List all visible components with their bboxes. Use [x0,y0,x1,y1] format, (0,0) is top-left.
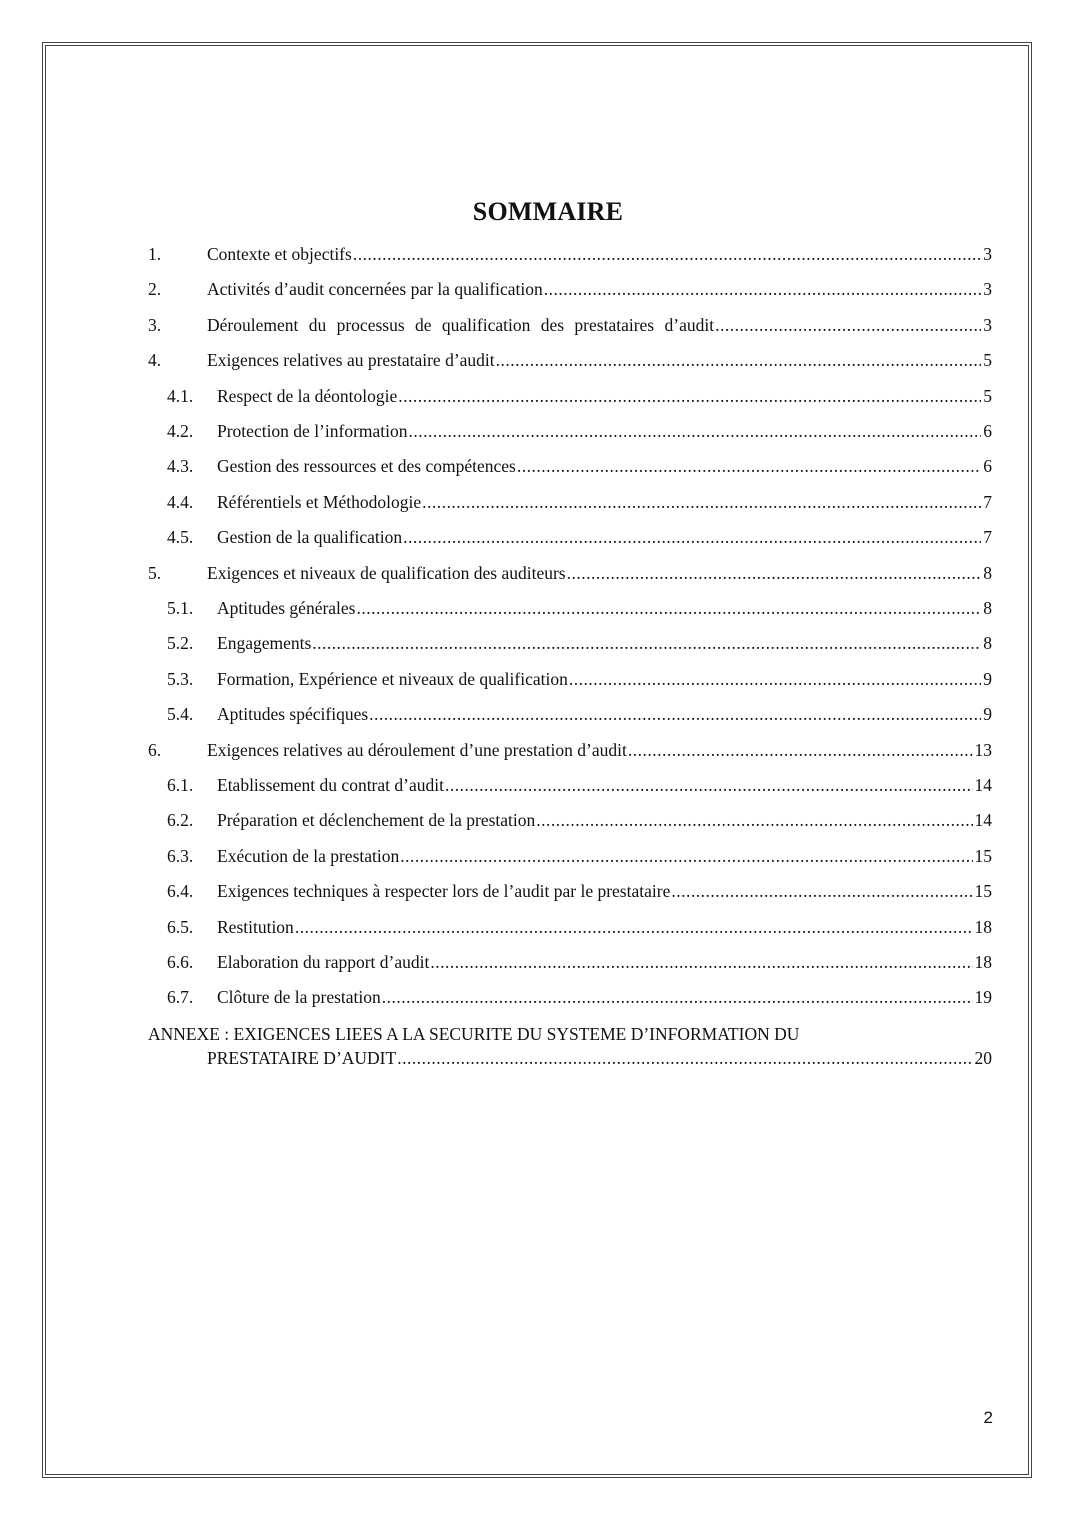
toc-entry-page: 6 [983,421,992,441]
toc-entry-page: 14 [974,775,992,795]
toc-leader-dots [628,738,973,762]
toc-entry[interactable] [148,915,992,939]
toc-leader-dots [312,631,981,655]
toc-entry-title: Exigences techniques à respecter lors de l’audit par le prestataire [217,881,671,902]
toc-entry-page: 3 [983,314,992,335]
toc-entry[interactable] [148,844,992,868]
toc-entry-title: Référentiels et Méthodologie [217,491,422,512]
toc-leader-dots [671,879,972,903]
toc-entry-number: 5.3. [167,668,194,689]
toc-entry-number: 2. [148,279,162,300]
toc-entry-title: Aptitudes générales [217,598,356,618]
toc-leader-dots [357,596,982,620]
toc-leader-dots [400,844,972,868]
toc-leader-dots [397,1046,972,1070]
toc-entry-title: Contexte et objectifs [207,244,352,264]
toc-entry-title: Exécution de la prestation [217,845,400,866]
toc-leader-dots [398,384,981,408]
toc-leader-dots [536,808,972,832]
toc-entry-title: Exigences relatives au déroulement d’une prestation d’audit [207,739,627,760]
toc-entry[interactable] [148,985,992,1009]
toc-entry-number: 3. [148,314,162,335]
toc-leader-dots [715,313,981,337]
toc-entry-number: 4.1. [167,385,194,406]
toc-entry[interactable] [148,596,992,620]
toc-entry-number: 4.5. [167,527,194,548]
toc-leader-dots [569,667,981,691]
toc-entry-number: 5.1. [167,598,194,618]
toc-entry-page: 18 [974,952,992,972]
toc-entry-title: Protection de l’information [217,421,408,441]
toc-leader-dots [382,985,973,1009]
toc-entry[interactable] [148,879,992,903]
toc-annexe-line-1[interactable]: ANNEXE : EXIGENCES LIEES A LA SECURITE DU SYSTEME D’INFORMATION DU [148,1024,800,1044]
toc-entry-title: Respect de la déontologie [217,385,398,406]
toc-entry-title: Engagements [217,633,312,654]
toc-entry-title: Exigences et niveaux de qualification des auditeurs [207,562,566,583]
toc-entry-number: 6.3. [167,845,194,866]
toc-entry-title: Préparation et déclenchement de la prestation [217,810,536,831]
toc-entry[interactable] [148,808,992,832]
toc-entry-number: 6.4. [167,881,194,902]
toc-entry-page: 14 [974,810,992,831]
toc-leader-dots [517,454,981,478]
toc-entry[interactable] [148,313,992,337]
toc-entry-number: 1. [148,244,162,264]
toc-leader-dots [369,702,981,726]
toc-entry-page: 6 [983,456,992,477]
toc-annexe-text: PRESTATAIRE D’AUDIT [207,1048,397,1068]
toc-entry-number: 6.2. [167,810,194,831]
toc-entry-title: Elaboration du rapport d’audit [217,952,430,972]
toc-entry-title: Gestion des ressources et des compétences [217,456,516,477]
toc-entry-title: Restitution [217,916,294,937]
toc-entry-page: 19 [974,987,992,1008]
toc-leader-dots [430,950,972,974]
toc-entry-number: 6. [148,739,162,760]
toc-entry-page: 15 [974,881,992,902]
toc-entry-page: 3 [983,244,992,264]
toc-entry[interactable] [148,454,992,478]
toc-entry-number: 5.2. [167,633,194,654]
toc-entry[interactable] [148,667,992,691]
toc-entry-title: Etablissement du contrat d’audit [217,775,444,795]
toc-entry-title: Activités d’audit concernées par la qualification [207,279,543,300]
toc-entry-title: Déroulement du processus de qualification des prestataires d’audit [207,314,715,335]
toc-entry-number: 4.4. [167,491,194,512]
toc-entry[interactable] [148,525,992,549]
toc-leader-dots [295,915,973,939]
toc-leader-dots [409,419,982,443]
toc-entry-title: Formation, Expérience et niveaux de qualification [217,668,568,689]
toc-leader-dots [422,490,981,514]
toc-entry-number: 4. [148,350,162,371]
toc-entry-number: 6.7. [167,987,194,1008]
toc-entry[interactable] [148,384,992,408]
toc-entry-number: 5.4. [167,704,194,725]
toc-entry[interactable] [148,631,992,655]
toc-entry-page: 8 [983,633,992,654]
toc-entry[interactable] [148,490,992,514]
toc-entry-page: 7 [983,527,992,548]
toc-entry[interactable] [148,348,992,372]
toc-annexe-page: 20 [974,1048,992,1068]
toc-leader-dots [567,561,982,585]
toc-entry-number: 4.2. [167,421,194,441]
toc-entry[interactable] [148,950,992,974]
toc-entry-number: 6.1. [167,775,194,795]
toc-entry-number: 6.5. [167,916,194,937]
toc-entry[interactable] [148,738,992,762]
toc-entry-title: Exigences relatives au prestataire d’audit [207,350,495,371]
toc-entry-number: 6.6. [167,952,194,972]
toc-annexe-line-2[interactable] [148,1046,992,1070]
toc-entry-page: 3 [983,279,992,300]
toc-entry-page: 7 [983,491,992,512]
toc-leader-dots [544,277,981,301]
toc-entry-number: 5. [148,562,162,583]
toc-entry[interactable] [148,773,992,797]
toc-entry[interactable] [148,277,992,301]
toc-entry-number: 4.3. [167,456,194,477]
toc-leader-dots [445,773,973,797]
toc-entry[interactable] [148,419,992,443]
toc-entry-page: 9 [983,704,992,725]
toc-entry-page: 8 [983,598,992,618]
toc-entry-page: 9 [983,668,992,689]
toc-leader-dots [496,348,982,372]
toc-entry[interactable] [148,561,992,585]
toc-entry-page: 18 [974,916,992,937]
toc-entry-title: Clôture de la prestation [217,987,381,1008]
toc-entry-title: Aptitudes spécifiques [217,704,369,725]
page-number: 2 [983,1408,993,1427]
toc-leader-dots [353,242,981,266]
toc-entry-page: 5 [983,350,992,371]
toc-entry-title: Gestion de la qualification [217,527,403,548]
toc-entry-page: 5 [983,385,992,406]
toc-entry-page: 13 [974,739,992,760]
page-title: SOMMAIRE [472,197,624,226]
toc-entry-page: 8 [983,562,992,583]
toc-entry[interactable] [148,242,992,266]
toc-leader-dots [403,525,981,549]
toc-entry-page: 15 [974,845,992,866]
toc-entry[interactable] [148,702,992,726]
